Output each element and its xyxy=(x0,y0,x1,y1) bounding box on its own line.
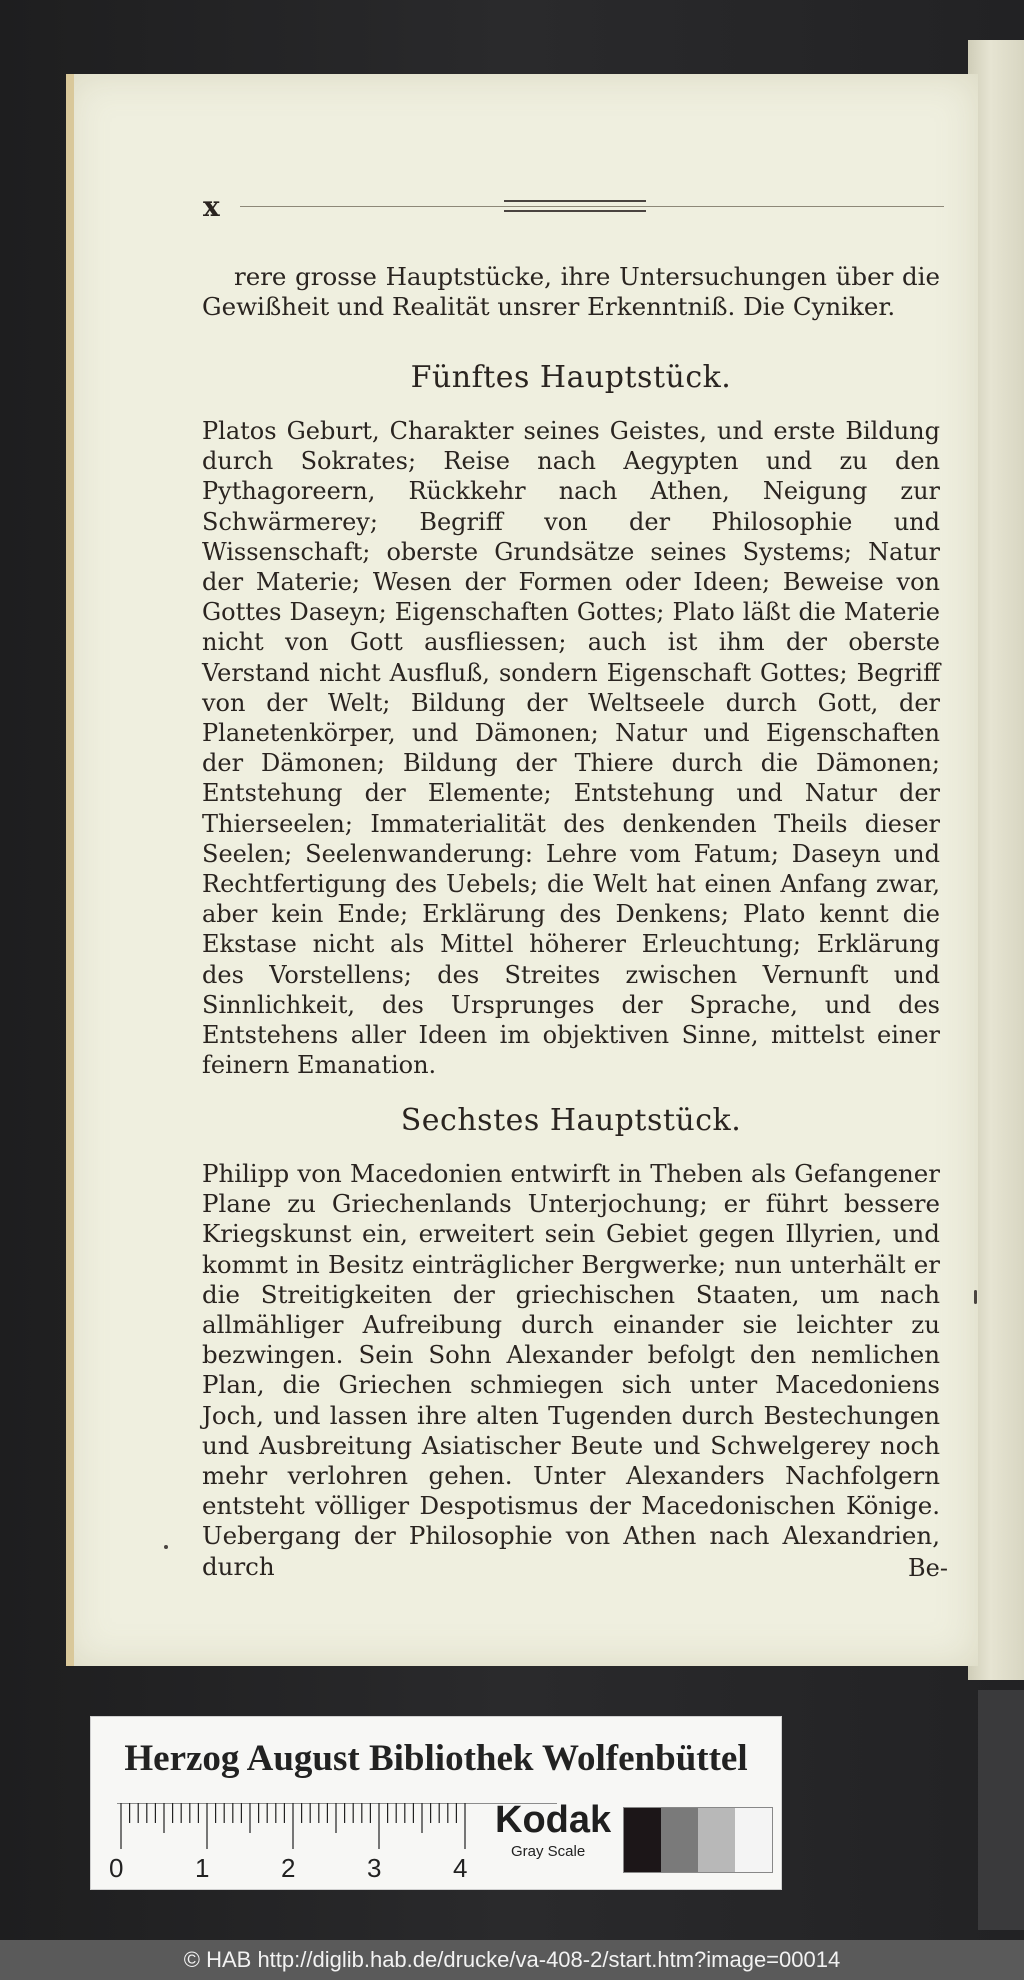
ruler-label-2: 2 xyxy=(281,1853,296,1883)
ruler-scale xyxy=(117,1803,557,1857)
page-fold-edge xyxy=(66,74,74,1666)
ruler-label-4: 4 xyxy=(453,1853,468,1883)
gray-swatches xyxy=(623,1807,773,1873)
chapter-heading-6: Sechstes Hauptstück. xyxy=(400,1103,742,1138)
ruler-label-0: 0 xyxy=(109,1853,124,1883)
continuation-paragraph: rere grosse Hauptstücke, ihre Untersuchungen über die Gewißheit und Realität unsrer Erkenntniß. Die Cyniker. xyxy=(202,262,940,322)
ink-speck xyxy=(164,1545,168,1549)
chapter-heading-5: Fünftes Hauptstück. xyxy=(410,360,732,395)
book-edge-shadow xyxy=(978,1690,1024,1930)
gray-scale-label: Gray Scale xyxy=(511,1843,586,1860)
swatch-dark-gray xyxy=(661,1808,698,1872)
chapter-summary-6: Philipp von Macedonien entwirft in Theben als Gefangener Plane zu Griechenlands Unterjochung; er führt bessere Kriegskunst ein, erweitert sein Gebiet gegen Illyrien, und kommt in Besitz einträglicher Bergwerke; nun unterhält er die Streitigkeiten der griechischen Staaten, um nach allmähliger Aufreibung durch einander sie leichter zu bezwingen. Sein Sohn Alexander befolgt den nemlichen Plan, die Griechen schmiegen sich unter Macedoniens Joch, und lassen ihre alten Tugenden durch Bestechungen und Ausbreitung Asiatischer Beute und Schwelgerey noch mehr verlohren gehen. Unter Alexanders Nachfolgern entsteht völliger Despotismus der Macedonischen Könige. Uebergang der Philosophie von Athen nach Alexandrien, durch xyxy=(202,1159,940,1581)
catchword: Be- xyxy=(908,1554,948,1582)
chapter-summary-5: Platos Geburt, Charakter seines Geistes, und erste Bildung durch Sokrates; Reise nach Aegypten und zu den Pythagoreern, Rückkehr nach Athen, Neigung zur Schwärmerey; Begriff von der Philosophie und Wissenschaft; oberste Grundsätze seines Systems; Natur der Materie; Wesen der Formen oder Ideen; Beweise von Gottes Daseyn; Eigenschaften Gottes; Plato läßt die Materie nicht von Gott ausfliessen; auch ist ihm der oberste Verstand nicht Ausfluß, sondern Eigenschaft Gottes; Begriff von der Welt; Bildung der Weltseele durch Gott, der Planetenkörper, und Dämonen; Natur und Eigenschaften der Dämonen; Bildung der Thiere durch die Dämonen; Entstehung der Elemente; Entstehung und Natur der Thierseelen; Immaterialität des denkenden Theils dieser Seelen; Seelenwanderung: Lehre vom Fatum; Daseyn und Rechtfertigung des Uebels; die Welt hat einen Anfang zwar, aber kein Ende; Erklärung des Denkens; Plato kennt die Ekstase nicht als Mittel höherer Erleuchtung; Erklärung des Vorstellens; des Streites zwischen Vernunft und Sinnlichkeit, des Ursprunges der Sprache, und des Entstehens aller Ideen im objektiven Sinne, mittelst einer feinern Emanation. xyxy=(202,417,940,1080)
ruler-label-3: 3 xyxy=(367,1853,382,1883)
copyright-url: © HAB http://diglib.hab.de/drucke/va-408-2/start.htm?image=00014 xyxy=(183,1947,841,1972)
ruler-label-1: 1 xyxy=(195,1853,210,1883)
swatch-black xyxy=(624,1808,661,1872)
ink-mark xyxy=(974,1290,977,1304)
color-reference-card xyxy=(90,1716,782,1890)
swatch-white xyxy=(735,1808,772,1872)
header-ornament xyxy=(504,200,646,212)
card-title: Herzog August Bibliothek Wolfenbüttel xyxy=(124,1738,748,1779)
kodak-logo: Kodak xyxy=(495,1799,612,1841)
page-folio: x xyxy=(203,190,220,223)
swatch-light-gray xyxy=(698,1808,735,1872)
footer-bar xyxy=(0,1940,1024,1980)
